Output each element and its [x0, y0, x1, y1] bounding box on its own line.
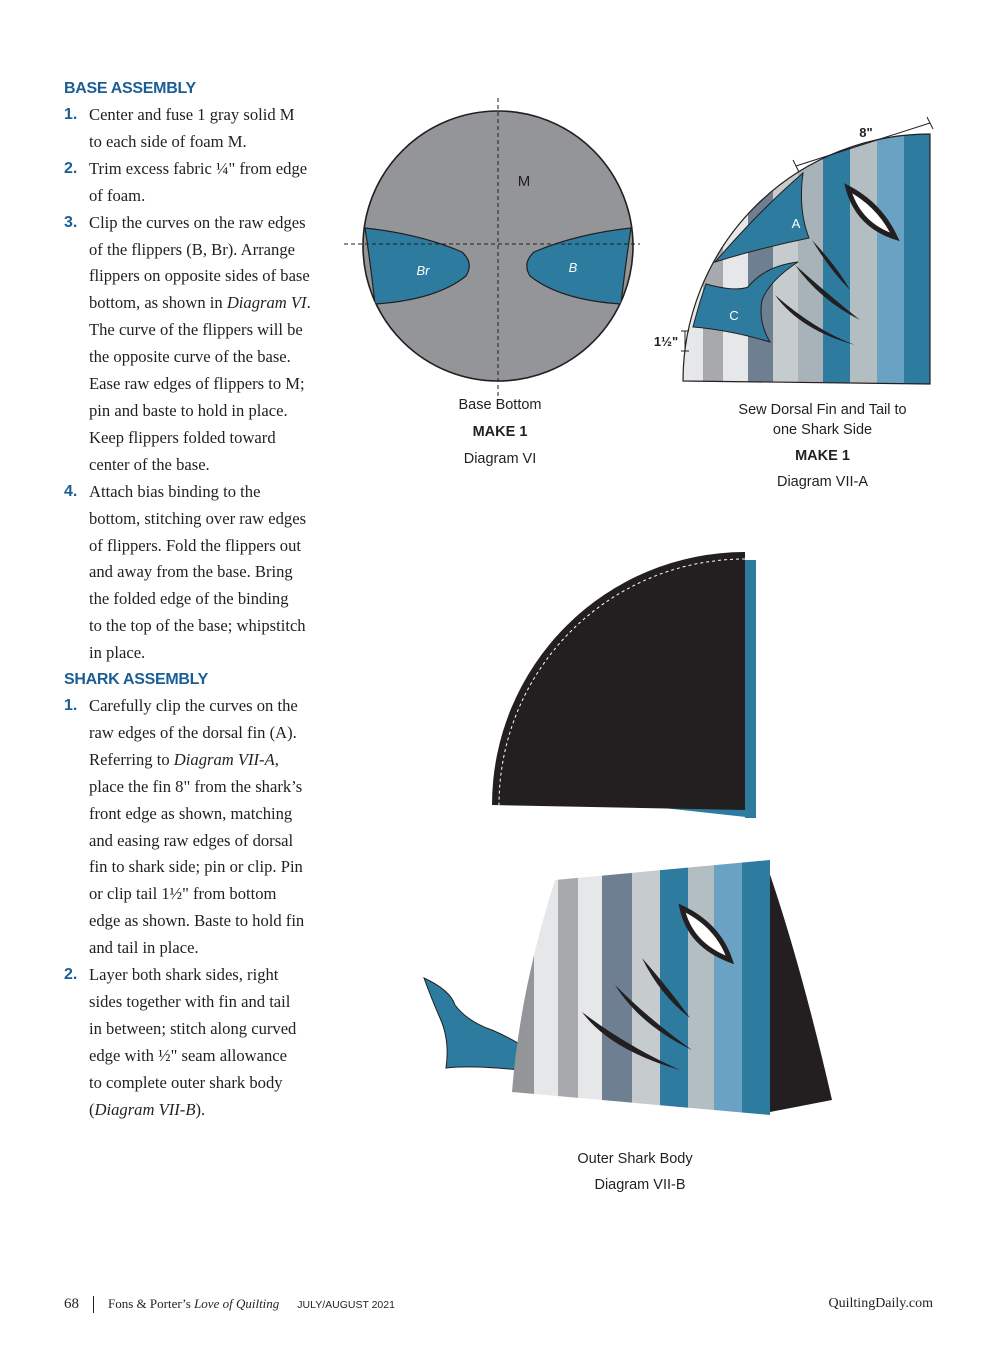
step-text: Referring to	[89, 749, 174, 769]
caption-make	[420, 419, 580, 446]
label-b: B	[568, 260, 578, 275]
caption-diagram-vii-b	[560, 1146, 710, 1198]
shark-step-2	[64, 962, 344, 1123]
step-text-line: fin to shark side; pin or clip. Pin	[89, 857, 303, 877]
step-number: 1.	[64, 106, 78, 123]
footer-divider	[93, 1296, 94, 1313]
step-text-line: bottom, stitching over raw edges	[89, 508, 307, 528]
caption-make-text: MAKE 1	[795, 448, 850, 464]
diagram-reference: Diagram VII-A	[173, 749, 275, 769]
caption-diagram-label: Diagram VII-B	[594, 1177, 686, 1193]
step-text: (	[89, 1099, 95, 1119]
step-text-line: Carefully clip the curves on the	[89, 696, 298, 716]
step-text-line	[89, 747, 344, 774]
step-text-line: the opposite curve of the base.	[89, 347, 291, 367]
step-text-line: pin and baste to hold in place.	[89, 400, 288, 420]
step-text: bottom, as shown in	[89, 293, 227, 313]
step-text-line: of foam.	[89, 185, 146, 205]
step-number: 3.	[64, 213, 78, 231]
page-number: 68	[64, 1296, 79, 1312]
label-br: Br	[416, 263, 430, 278]
shark-opposite-side	[765, 860, 832, 1112]
step-text-line: Center and fuse 1 gray solid M	[89, 105, 295, 124]
step-text-line: and easing raw edges of dorsal	[89, 830, 294, 850]
step-text: .	[306, 293, 311, 313]
step-text-line: edge with ½" seam allowance	[89, 1045, 287, 1065]
step-text-line: of flippers. Fold the flippers out	[89, 535, 301, 555]
step-text-line	[89, 290, 344, 317]
step-text-line: Layer both shark sides, right	[89, 965, 279, 985]
dimension-tick	[927, 117, 933, 129]
publication-name	[108, 1296, 279, 1311]
step-text-line: Keep flippers folded toward	[89, 427, 276, 447]
publication-prefix: Fons & Porter’s	[108, 1296, 195, 1311]
step-text-line: sides together with fin and tail	[89, 992, 291, 1011]
step-number: 2.	[64, 159, 78, 177]
tail-fin	[424, 978, 528, 1070]
diagram-reference: Diagram VII-B	[94, 1099, 196, 1119]
caption-title: Base Bottom	[458, 397, 542, 413]
publication-title: Love of Quilting	[194, 1296, 280, 1311]
step-text-line: in place.	[89, 643, 146, 663]
step-number: 1.	[64, 697, 78, 715]
dimension-label-8in: 8"	[859, 125, 873, 140]
caption-make	[715, 446, 930, 466]
step-text-line: of the flippers (B, Br). Arrange	[89, 239, 295, 259]
caption-title: one Shark Side	[772, 422, 873, 438]
shark-step-1	[64, 693, 344, 962]
step-text-line: or clip tail 1½" from bottom	[89, 884, 277, 904]
caption-diagram-label: Diagram VII-A	[776, 474, 869, 490]
caption-title: Sew Dorsal Fin and Tail to	[738, 402, 907, 418]
step-text: ,	[274, 749, 279, 769]
step-text-line: to complete outer shark body	[89, 1072, 283, 1092]
shark-assembly-heading: SHARK ASSEMBLY	[64, 671, 208, 689]
shark-side-black	[492, 552, 745, 810]
step-text-line: edge as shown. Baste to hold fin	[89, 911, 305, 931]
step-text-line: center of the base.	[89, 454, 210, 474]
step-number: 2.	[64, 966, 78, 984]
diagram-vi-base-bottom	[340, 95, 645, 400]
diagram-reference: Diagram VI	[226, 293, 307, 313]
step-text-line: Attach bias binding to the	[89, 481, 261, 501]
step-text-line: Ease raw edges of flippers to M;	[89, 374, 305, 394]
step-text-line	[89, 1097, 344, 1124]
step-number: 4.	[64, 482, 78, 500]
step-text-line: and away from the base. Bring	[89, 562, 293, 582]
step-text-line: to each side of foam M.	[89, 131, 247, 151]
caption-title: Outer Shark Body	[577, 1151, 693, 1167]
page-footer-left	[64, 1292, 395, 1316]
step-text-line: front edge as shown, matching	[89, 803, 293, 823]
base-step-4	[64, 479, 344, 667]
caption-diagram-vii-a	[715, 400, 930, 492]
caption-diagram-label: Diagram VI	[463, 451, 537, 467]
dimension-label-1-5in: 1½"	[653, 334, 679, 349]
step-text-line: raw edges of the dorsal fin (A).	[89, 722, 297, 742]
base-assembly-heading: BASE ASSEMBLY	[64, 80, 196, 97]
diagram-vii-a-shark-side	[640, 110, 940, 390]
diagram-vii-b-outer-shark-body	[415, 855, 835, 1125]
step-text-line: Trim excess fabric ¼" from edge	[89, 158, 308, 178]
diagram-layered-shark-sides	[485, 545, 765, 825]
website-link[interactable]: QuiltingDaily.com	[828, 1296, 933, 1311]
step-text-line: Clip the curves on the raw edges	[89, 212, 306, 232]
base-step-1	[64, 102, 344, 156]
label-m: M	[517, 173, 531, 190]
step-text: ).	[195, 1099, 206, 1119]
dimension-tick	[793, 160, 799, 172]
step-text-line: to the top of the base; whipstitch	[89, 616, 306, 636]
step-text-line: in between; stitch along curved	[89, 1018, 297, 1038]
step-text-line: The curve of the flippers will be	[89, 320, 303, 340]
caption-diagram-vi	[420, 392, 580, 473]
label-c: C	[729, 308, 739, 323]
issue-date: JULY/AUGUST 2021	[297, 1299, 395, 1311]
caption-make-text: MAKE 1	[472, 424, 528, 440]
step-text-line: the folded edge of the binding	[89, 589, 289, 609]
step-text-line: and tail in place.	[89, 938, 199, 958]
base-step-2	[64, 156, 344, 210]
base-step-3	[64, 210, 344, 479]
step-text-line: flippers on opposite sides of base	[89, 266, 310, 286]
instructions-column	[64, 76, 344, 1124]
shark-side-back-edge	[745, 560, 756, 818]
step-text-line: place the fin 8" from the shark’s	[89, 776, 303, 796]
label-a: A	[791, 216, 801, 231]
